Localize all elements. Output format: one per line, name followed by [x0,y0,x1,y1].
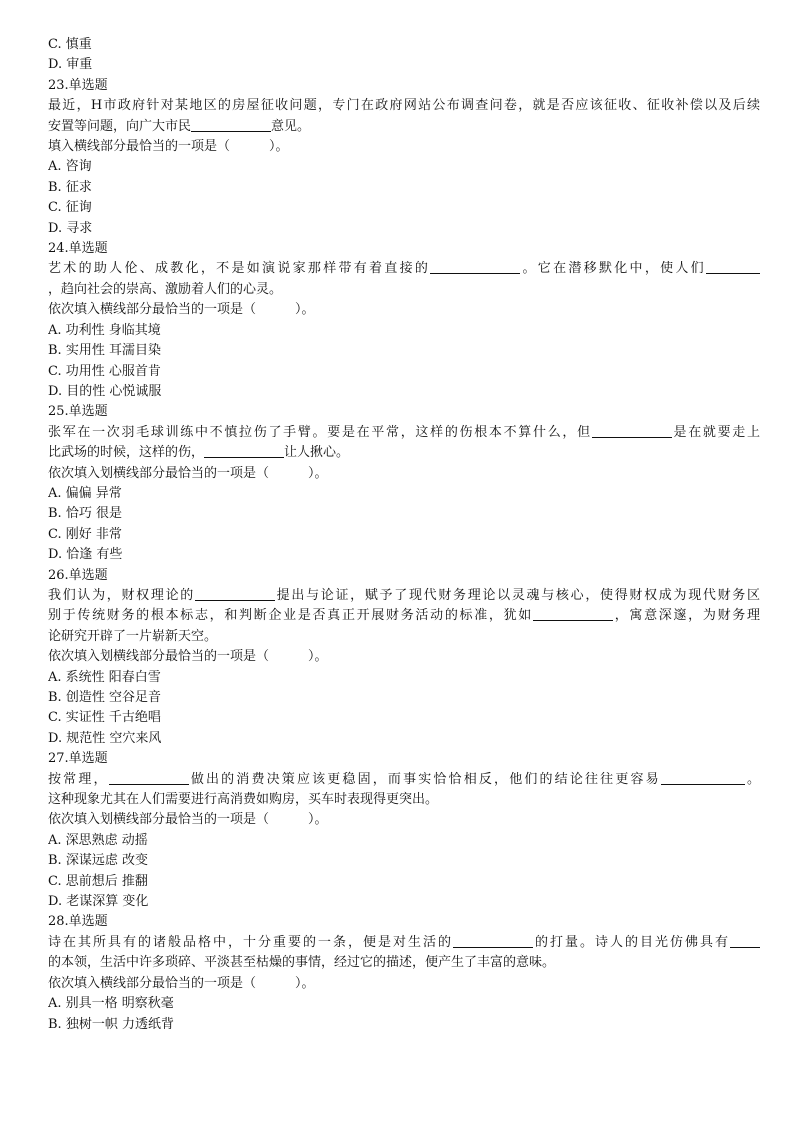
q25-blank-1 [592,423,672,438]
q26-stem-text: 别于传统财务的根本标志，和判断企业是否真正开展财务活动的标准，犹如 [48,608,533,624]
q25-stem-line2 [48,443,760,463]
q25-option-b: B. 恰巧 很是 [48,506,122,522]
q27-blank-1 [109,770,189,785]
q24-stem-line2: ，趋向社会的崇高、激励着人们的心灵。 [48,281,283,297]
q26-option-d: D. 规范性 空穴来风 [48,730,162,746]
q26-blank-1 [195,586,275,601]
q28-stem-line2: 的本领，生活中许多琐碎、平淡甚至枯燥的事情，经过它的描述，便产生了丰富的意味。 [48,955,556,971]
q23-stem-line2 [48,117,760,137]
q23-stem-text: 安置等问题，向广大市民 [48,118,192,134]
q26-prompt: 依次填入划横线部分最恰当的一项是（ ）。 [48,649,328,665]
q23-option-a: A. 咨询 [48,159,92,175]
q28-prompt: 依次填入横线部分最恰当的一项是（ ）。 [48,975,315,991]
q28-header: 28.单选题 [48,914,108,930]
q26-option-c: C. 实证性 千古绝唱 [48,710,161,726]
q27-option-b: B. 深谋远虑 改变 [48,853,148,869]
q25-stem-text: 张军在一次羽毛球训练中不慎拉伤了手臂。要是在平常，这样的伤根本不算什么，但 [48,424,592,440]
q25-stem-text: 让人揪心。 [284,445,350,461]
q27-stem-line1 [48,770,760,790]
q23-stem-line1: 最近，H市政府针对某地区的房屋征收问题，专门在政府网站公布调查问卷，就是否应该征收、征收补偿以及后续 [48,98,760,114]
q27-stem-line2: 这种现象尤其在人们需要进行高消费如购房，买车时表现得更突出。 [48,792,439,808]
q24-blank-2 [706,259,760,274]
q26-stem-line2 [48,606,760,626]
q23-option-d: D. 寻求 [48,220,93,236]
q26-option-a: A. 系统性 阳春白雪 [48,669,161,685]
q23-blank [191,117,271,132]
q28-option-a: A. 别具一格 明察秋毫 [48,996,174,1012]
q23-option-c: C. 征询 [48,200,92,216]
q26-stem-line1 [48,586,760,606]
q23-prompt: 填入横线部分最恰当的一项是（ ）。 [48,139,289,155]
q23-option-b: B. 征求 [48,179,92,195]
q24-option-a: A. 功利性 身临其境 [48,322,161,338]
q22-option-c: C. 慎重 [48,37,92,52]
q25-blank-2 [204,443,284,458]
q27-stem-text: 按常理， [48,771,109,787]
q27-stem-text: 。 [744,771,760,787]
q27-option-a: A. 深思熟虑 动摇 [48,832,148,848]
q26-header: 26.单选题 [48,567,108,583]
q24-header: 24.单选题 [48,241,108,257]
q24-stem-line1 [48,259,760,279]
q28-stem-text: 诗在其所具有的诸般品格中，十分重要的一条，便是对生活的 [48,934,453,950]
q24-option-c: C. 功用性 心服首肯 [48,363,161,379]
q26-stem-text: 我们认为，财权理论的 [48,587,195,603]
q27-blank-2 [661,770,745,785]
q24-blank-1 [430,259,520,274]
q25-header: 25.单选题 [48,404,108,420]
q27-stem-text: 做出的消费决策应该更稳固，而事实恰恰相反，他们的结论往往更容易 [188,771,661,787]
q27-option-d: D. 老谋深算 变化 [48,894,149,910]
q25-prompt: 依次填入划横线部分最恰当的一项是（ ）。 [48,465,328,481]
q26-option-b: B. 创造性 空谷足音 [48,690,161,705]
q24-stem-text: 艺术的助人伦、成教化，不是如演说家那样带有着直接的 [48,261,431,277]
q27-header: 27.单选题 [48,751,108,767]
q26-blank-2 [533,606,613,621]
q26-stem-text: ，寓意深邃，为财务理 [613,608,760,624]
q28-blank-2 [730,933,760,948]
q26-stem-text: 提出与论证，赋予了现代财务理论以灵魂与核心，使得财权成为现代财务区 [274,587,760,603]
q24-stem-text: 。它在潜移默化中，使人们 [520,261,706,277]
q27-prompt: 依次填入划横线部分最恰当的一项是（ ）。 [48,812,328,828]
q27-option-c: C. 思前想后 推翻 [48,873,148,889]
q28-stem-line1 [48,933,760,953]
q25-option-c: C. 刚好 非常 [48,526,122,542]
q28-option-b: B. 独树一帜 力透纸背 [48,1016,174,1032]
q25-stem-line1 [48,423,760,443]
q25-option-d: D. 恰逢 有些 [48,547,123,563]
q26-stem-line3: 论研究开辟了一片崭新天空。 [48,628,218,644]
q22-option-d: D. 审重 [48,57,93,73]
q28-stem-text: 的打量。诗人的目光仿佛具有 [532,934,730,950]
q24-option-d: D. 目的性 心悦诚服 [48,383,162,399]
q24-prompt: 依次填入横线部分最恰当的一项是（ ）。 [48,302,315,318]
q28-blank-1 [453,933,533,948]
q23-stem-text: 意见。 [271,118,311,134]
q25-stem-text: 比武场的时候，这样的伤， [48,445,205,461]
q25-option-a: A. 偏偏 异常 [48,485,122,501]
q24-option-b: B. 实用性 耳濡目染 [48,343,161,359]
q23-header: 23.单选题 [48,77,108,93]
q25-stem-text: 是在就要走上 [671,424,760,440]
